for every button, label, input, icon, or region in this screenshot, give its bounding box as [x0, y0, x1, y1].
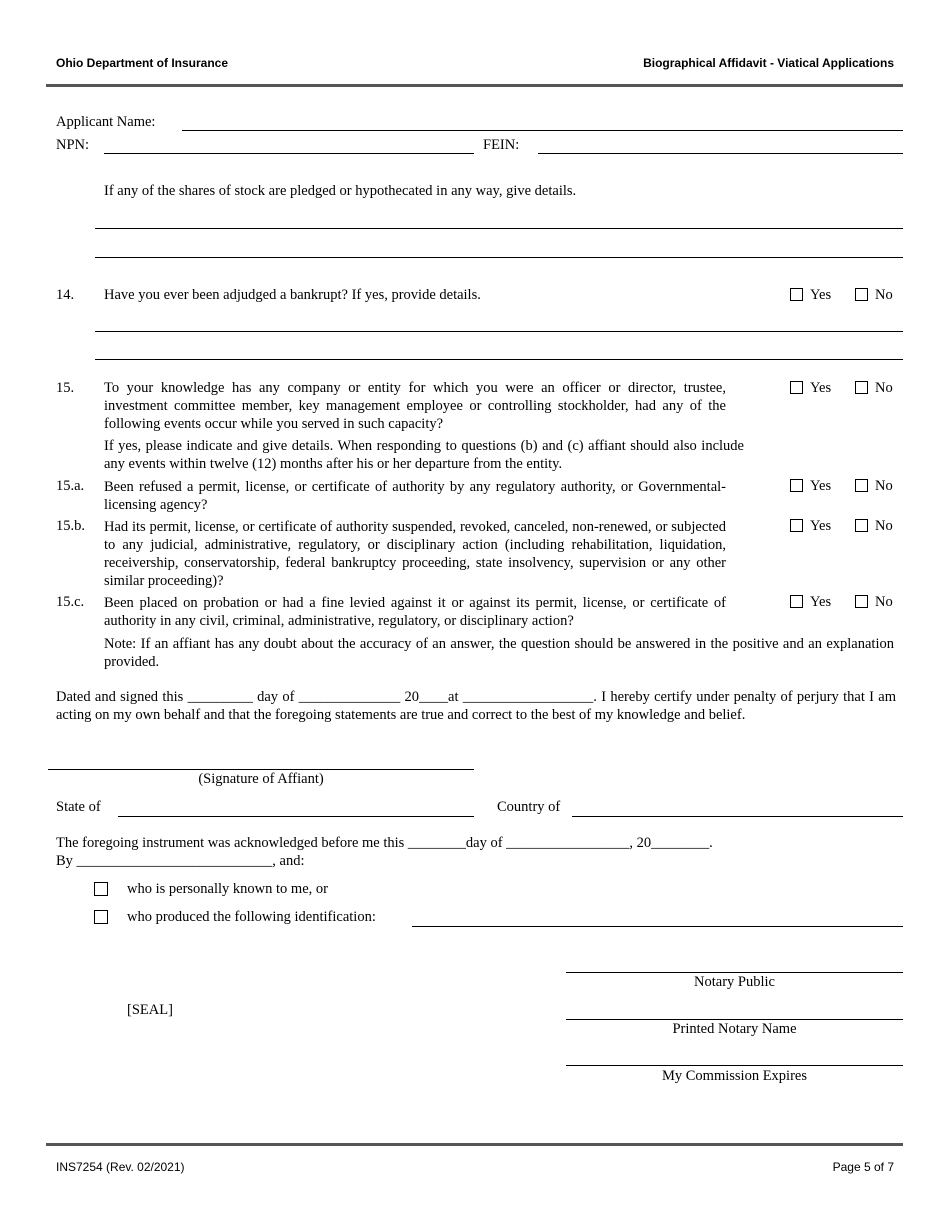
q15c-text: Been placed on probation or had a fine levied against it or against its permit, license, or certificate of authority in any civil, criminal, administrative, regulatory, or disciplinary action?	[104, 595, 726, 629]
applicant-name-label: Applicant Name:	[56, 114, 156, 130]
identification-field[interactable]	[412, 926, 903, 927]
q14-details-line-2[interactable]	[95, 359, 903, 360]
notary-public-label: Notary Public	[694, 974, 775, 990]
q14-details-line-1[interactable]	[95, 331, 903, 332]
q15b-yes-label: Yes	[810, 518, 832, 534]
form-title: Biographical Affidavit - Viatical Applications	[643, 56, 894, 70]
notary-public-line[interactable]	[566, 972, 903, 973]
q15-text: To your knowledge has any company or entity for which you were an officer or director, trustee, investment committee member, key management employee or controlling stockholder, had any of the following events occur while you served in such capacity?	[104, 380, 726, 432]
applicant-name-field[interactable]	[182, 130, 903, 131]
printed-notary-name-line[interactable]	[566, 1019, 903, 1020]
personally-known-checkbox[interactable]	[94, 882, 108, 896]
q14-no-checkbox[interactable]	[855, 288, 868, 301]
header-rule	[46, 84, 903, 87]
certification-text: Dated and signed this _________ day of ______________ 20____at __________________. I hereby certify under penalty of perjury that I am acting on my own behalf and that the foregoing statements are true and correct to the best of my knowledge and belief.	[56, 689, 896, 723]
q15b-no-label: No	[875, 518, 893, 534]
affiant-signature-label: (Signature of Affiant)	[198, 771, 324, 787]
stock-pledge-line-2[interactable]	[95, 257, 903, 258]
q15a-text: Been refused a permit, license, or certificate of authority by any regulatory authority, or Governmental-licensing agency?	[104, 479, 726, 513]
q15a-yes-label: Yes	[810, 478, 832, 494]
produced-id-label: who produced the following identification:	[127, 909, 376, 925]
page-number: Page 5 of 7	[832, 1160, 894, 1174]
q15-yes-label: Yes	[810, 380, 832, 396]
q14-no-label: No	[875, 287, 893, 303]
footer-rule	[46, 1143, 903, 1146]
stock-pledge-line-1[interactable]	[95, 228, 903, 229]
org-name: Ohio Department of Insurance	[56, 56, 229, 70]
ack-line-1: The foregoing instrument was acknowledged before me this ________day of _________________, 20________.	[56, 835, 713, 851]
country-field[interactable]	[572, 816, 903, 817]
q15c-number: 15.c.	[56, 594, 85, 610]
fein-label: FEIN:	[483, 137, 520, 153]
npn-label: NPN:	[56, 137, 90, 153]
printed-notary-name-label: Printed Notary Name	[672, 1021, 797, 1037]
q15a-no-checkbox[interactable]	[855, 479, 868, 492]
commission-expires-line[interactable]	[566, 1065, 903, 1066]
q15-number: 15.	[56, 380, 75, 396]
q15b-no-checkbox[interactable]	[855, 519, 868, 532]
q15-no-label: No	[875, 380, 893, 396]
q14-yes-label: Yes	[810, 287, 832, 303]
note-text: Note: If an affiant has any doubt about the accuracy of an answer, the question should be answered in the positive and an explanation provided.	[104, 636, 894, 670]
state-label: State of	[56, 799, 101, 815]
stock-pledge-text: If any of the shares of stock are pledged or hypothecated in any way, give details.	[104, 183, 577, 199]
q15a-yes-checkbox[interactable]	[790, 479, 803, 492]
country-label: Country of	[497, 799, 561, 815]
form-number: INS7254 (Rev. 02/2021)	[56, 1160, 185, 1174]
ack-line-2: By ___________________________, and:	[56, 853, 305, 869]
q14-number: 14.	[56, 287, 75, 303]
q15b-number: 15.b.	[56, 518, 85, 534]
commission-expires-label: My Commission Expires	[661, 1068, 807, 1084]
seal-label: [SEAL]	[127, 1002, 173, 1018]
q15b-text: Had its permit, license, or certificate of authority suspended, revoked, canceled, non-renewed, or subjected to any judicial, administrative, regulatory, or disciplinary action (including rehabilitation, liquidation, receivership, conservatorship, federal bankruptcy proceeding, state insolvency, supervision or any other similar proceeding)?	[104, 519, 726, 589]
fein-field[interactable]	[538, 153, 903, 154]
q15-no-checkbox[interactable]	[855, 381, 868, 394]
q15a-number: 15.a.	[56, 478, 85, 494]
state-field[interactable]	[118, 816, 474, 817]
q15-yes-checkbox[interactable]	[790, 381, 803, 394]
q15c-yes-label: Yes	[810, 594, 832, 610]
q14-text: Have you ever been adjudged a bankrupt? If yes, provide details.	[104, 287, 481, 303]
q15c-yes-checkbox[interactable]	[790, 595, 803, 608]
affiant-signature-line[interactable]	[48, 769, 474, 770]
q15c-no-label: No	[875, 594, 893, 610]
produced-id-checkbox[interactable]	[94, 910, 108, 924]
q15-detail-text: If yes, please indicate and give details. When responding to questions (b) and (c) affiant should also include any events within twelve (12) months after his or her departure from the entity.	[104, 438, 744, 472]
q15b-yes-checkbox[interactable]	[790, 519, 803, 532]
q15a-no-label: No	[875, 478, 893, 494]
npn-field[interactable]	[104, 153, 474, 154]
personally-known-label: who is personally known to me, or	[127, 881, 328, 897]
q14-yes-checkbox[interactable]	[790, 288, 803, 301]
q15c-no-checkbox[interactable]	[855, 595, 868, 608]
